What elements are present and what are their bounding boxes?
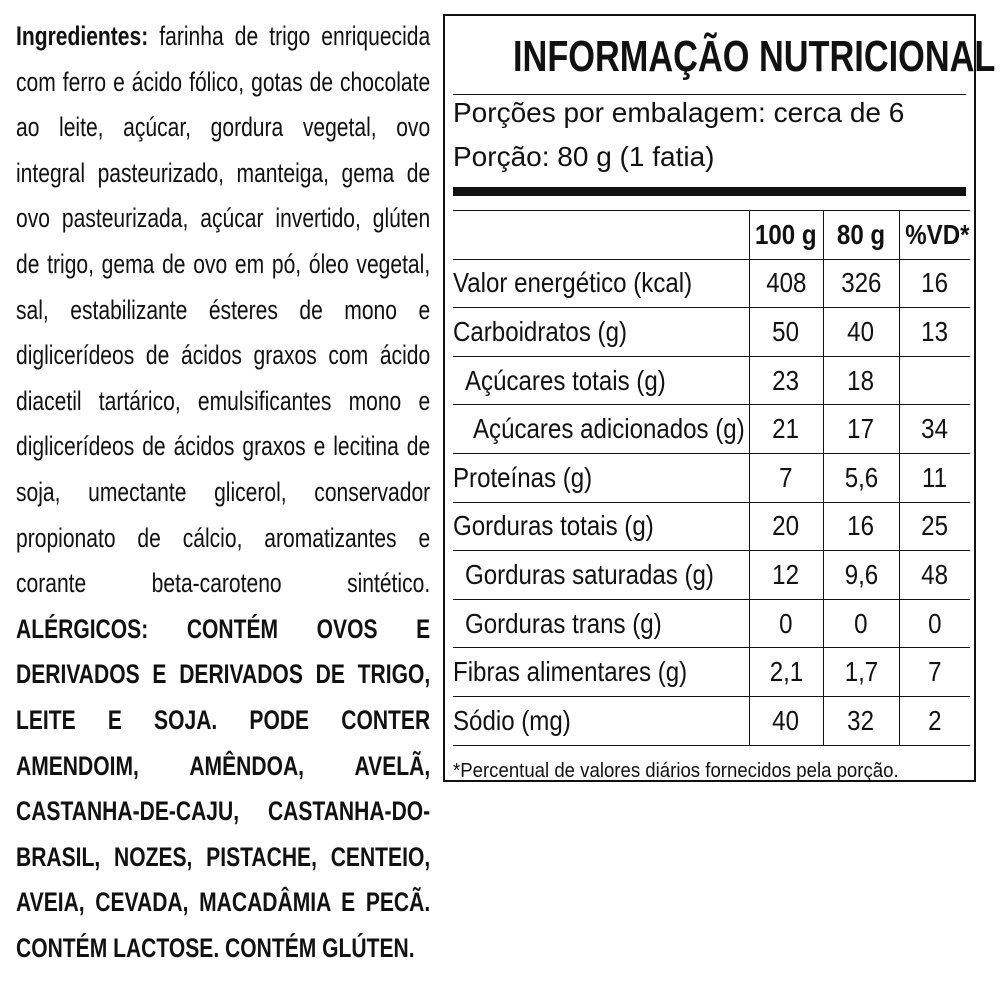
row-vd: 2 (899, 696, 970, 745)
table-header-row (453, 211, 970, 260)
row-name: Proteínas (g) (453, 453, 749, 502)
row-80g: 16 (823, 502, 899, 551)
table-row (453, 502, 970, 551)
row-100g: 50 (749, 308, 823, 357)
nutrition-table (453, 210, 970, 746)
row-vd: 48 (899, 551, 970, 600)
row-vd: 34 (899, 405, 970, 454)
row-name: Gorduras trans (g) (453, 599, 749, 648)
table-row (453, 308, 970, 357)
row-100g: 408 (749, 259, 823, 308)
row-100g: 12 (749, 551, 823, 600)
row-80g: 32 (823, 696, 899, 745)
row-name: Açúcares adicionados (g) (453, 405, 749, 454)
row-100g: 23 (749, 356, 823, 405)
header-nutrient (453, 211, 749, 260)
row-80g: 9,6 (823, 551, 899, 600)
row-100g: 20 (749, 502, 823, 551)
row-vd: 0 (899, 599, 970, 648)
row-name: Açúcares totais (g) (453, 356, 749, 405)
row-100g: 40 (749, 696, 823, 745)
row-vd (899, 356, 970, 405)
row-80g: 40 (823, 308, 899, 357)
row-name: Fibras alimentares (g) (453, 648, 749, 697)
allergens-warning: ALÉRGICOS: CONTÉM OVOS E DERIVADOS E DERIVADOS DE TRIGO, LEITE E SOJA. PODE CONTER AMENDOIM, AMÊNDOA, AVELÃ, CASTANHA-DE-CAJU, CASTANHA-DO-BRASIL, NOZES, PISTACHE, CENTEIO, AVEIA, CEVADA, MACADÂMIA E PECÃ. CONTÉM LACTOSE. CONTÉM GLÚTEN. (16, 613, 431, 963)
row-80g: 17 (823, 405, 899, 454)
servings-per-package: Porções por embalagem: cerca de 6 (453, 97, 905, 128)
table-row (453, 599, 970, 648)
row-name: Valor energético (kcal) (453, 259, 749, 308)
header-100g: 100 g (749, 211, 823, 260)
table-row (453, 648, 970, 697)
serving-size: Porção: 80 g (1 fatia) (453, 141, 715, 172)
row-80g: 1,7 (823, 648, 899, 697)
row-100g: 0 (749, 599, 823, 648)
row-name: Gorduras saturadas (g) (453, 551, 749, 600)
header-vd: %VD* (899, 211, 970, 260)
row-100g: 21 (749, 405, 823, 454)
row-name: Carboidratos (g) (453, 308, 749, 357)
row-vd: 13 (899, 308, 970, 357)
row-vd: 25 (899, 502, 970, 551)
thick-divider (453, 187, 966, 196)
nutrition-facts-panel (443, 14, 996, 782)
table-row (453, 453, 970, 502)
vd-footnote: *Percentual de valores diários fornecidos pela porção. (453, 760, 899, 782)
row-100g: 7 (749, 453, 823, 502)
table-row (453, 551, 970, 600)
ingredients-label: Ingredientes: (16, 21, 149, 51)
row-80g: 5,6 (823, 453, 899, 502)
ingredients-list: farinha de trigo enriquecida com ferro e ácido fólico, gotas de chocolate ao leite, açúcar, gordura vegetal, ovo integral pasteurizado, manteiga, gema de ovo pasteurizada, açúcar invertido, glúten de trigo, gema de ovo em pó, óleo vegetal, sal, estabilizante ésteres de mono e diglicerídeos de ácidos graxos com ácido diacetil tartárico, emulsificantes mono e diglicerídeos de ácidos graxos e lecitina de soja, umectante glicerol, conservador propionato de cálcio, aromatizantes e corante beta-caroteno sintético. (16, 21, 431, 599)
row-100g: 2,1 (749, 648, 823, 697)
row-name: Sódio (mg) (453, 696, 749, 745)
table-row (453, 259, 970, 308)
row-80g: 0 (823, 599, 899, 648)
row-vd: 16 (899, 259, 970, 308)
row-80g: 326 (823, 259, 899, 308)
row-80g: 18 (823, 356, 899, 405)
row-vd: 11 (899, 453, 970, 502)
table-row (453, 356, 970, 405)
header-80g: 80 g (823, 211, 899, 260)
row-name: Gorduras totais (g) (453, 502, 749, 551)
nutrition-title: INFORMAÇÃO NUTRICIONAL (513, 32, 996, 81)
ingredients-text (16, 14, 430, 971)
table-row (453, 696, 970, 745)
table-row (453, 405, 970, 454)
title-divider (453, 94, 966, 95)
row-vd: 7 (899, 648, 970, 697)
